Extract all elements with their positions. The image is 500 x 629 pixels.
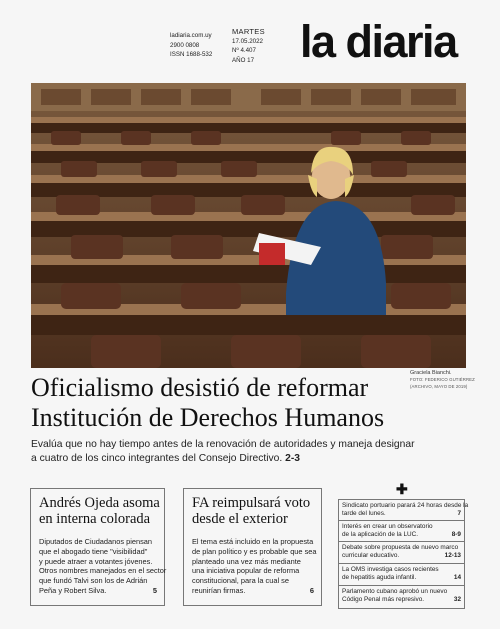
issn-text: ISSN 1688-532 <box>170 51 213 58</box>
story-body <box>192 537 317 596</box>
edition-day: MARTES <box>232 27 265 36</box>
brief-divider <box>339 520 464 521</box>
deck-line1: Evalúa que no hay tiempo antes de la renovación de autoridades y maneja designar <box>31 439 415 450</box>
brief-divider <box>339 541 464 542</box>
brief-line: Parlamento cubano aprobó un nuevo <box>342 588 448 595</box>
story-body-line: que el abogado tiene "visibilidad" <box>39 546 148 556</box>
story-body-line: constitucional, para la cual se <box>192 576 289 586</box>
story-title-line2: en interna colorada <box>39 511 151 527</box>
website-text[interactable]: ladiaria.com.uy <box>170 32 212 39</box>
edition-issue: Nº 4.407 <box>232 47 256 54</box>
lead-deck <box>31 438 471 465</box>
brief-page: 7 <box>457 510 461 517</box>
story-body-line: planteado una vez más mediante <box>192 556 301 566</box>
newspaper-logo[interactable]: la diaria <box>300 16 457 67</box>
story-body-line: y puede atraer a votantes jóvenes. <box>39 556 153 566</box>
brief-divider <box>339 563 464 564</box>
plus-icon: ✚ <box>396 481 408 497</box>
brief-line: Interés en crear un observatorio <box>342 523 433 530</box>
story-body-line: El tema está incluido en la propuesta <box>192 537 314 546</box>
brief-page: 14 <box>453 574 461 581</box>
story-title-line1: Andrés Ojeda asoma <box>39 495 160 511</box>
brief-line: Debate sobre propuesta de nuevo marco <box>342 544 459 551</box>
edition-year: AÑO 17 <box>232 56 255 64</box>
story-page-ref: 5 <box>152 585 157 595</box>
brief-line: de la aplicación de la LUC. <box>342 531 419 538</box>
parliament-chamber-image <box>31 83 466 368</box>
lead-headline[interactable] <box>31 373 411 433</box>
story-body <box>39 537 167 596</box>
phone-text: 2900 0808 <box>170 41 200 49</box>
deck-page-ref: 2-3 <box>285 452 301 464</box>
brief-line: curricular educativo. <box>342 552 400 559</box>
deck-line2: a cuatro de los cinco integrantes del Consejo Directivo. <box>31 452 283 464</box>
photo-credit-line2: (ARCHIVO, MAYO DE 2019) <box>410 383 468 389</box>
brief-line: La OMS investiga casos recientes <box>342 566 439 573</box>
masthead-contact <box>170 31 212 60</box>
brief-line: Código Penal más represivo. <box>342 596 425 603</box>
brief-divider <box>339 585 464 586</box>
briefs-list <box>338 499 469 609</box>
story-title-line2: desde el exterior <box>192 511 288 527</box>
story-body-line: una iniciativa popular de reforma <box>192 566 300 576</box>
brief-page: 8-9 <box>451 531 461 538</box>
story-title <box>39 495 160 527</box>
brief-page: 12-13 <box>444 552 461 559</box>
edition-date: 17.05.2022 <box>232 37 263 45</box>
photo-caption <box>410 370 496 390</box>
brief-line: Sindicato portuario parará 24 horas desde la <box>342 502 469 509</box>
brief-page: 32 <box>453 596 461 603</box>
headline-line2: Institución de Derechos Humanos <box>31 403 385 432</box>
headline-line1: Oficialismo desistió de reformar <box>31 373 369 402</box>
masthead-edition <box>232 27 265 65</box>
story-body-line: Diputados de Ciudadanos piensan <box>39 537 152 546</box>
story-body-line: que fundó Talvi son los de Adrián <box>39 576 148 586</box>
caption-text: Graciela Bianchi. <box>410 370 452 376</box>
story-box-fa[interactable] <box>183 488 322 606</box>
story-title <box>192 495 310 527</box>
story-box-ojeda[interactable] <box>30 488 165 606</box>
photo-credit-line1: FOTO: FEDERICO GUTIÉRREZ <box>410 376 475 382</box>
brief-line: tarde del lunes. <box>342 510 386 517</box>
story-body-line: de plan político y es probable que sea <box>192 546 317 556</box>
lead-photo <box>31 83 466 368</box>
story-body-line: reunirían firmas. <box>192 585 246 595</box>
story-page-ref: 6 <box>309 585 314 595</box>
story-title-line1: FA reimpulsará voto <box>192 495 311 511</box>
story-body-line: Peña y Robert Silva. <box>39 585 107 595</box>
brief-line: de hepatitis aguda infantil. <box>342 574 417 581</box>
story-body-line: Otros nombres manejados en el sector <box>39 566 167 576</box>
